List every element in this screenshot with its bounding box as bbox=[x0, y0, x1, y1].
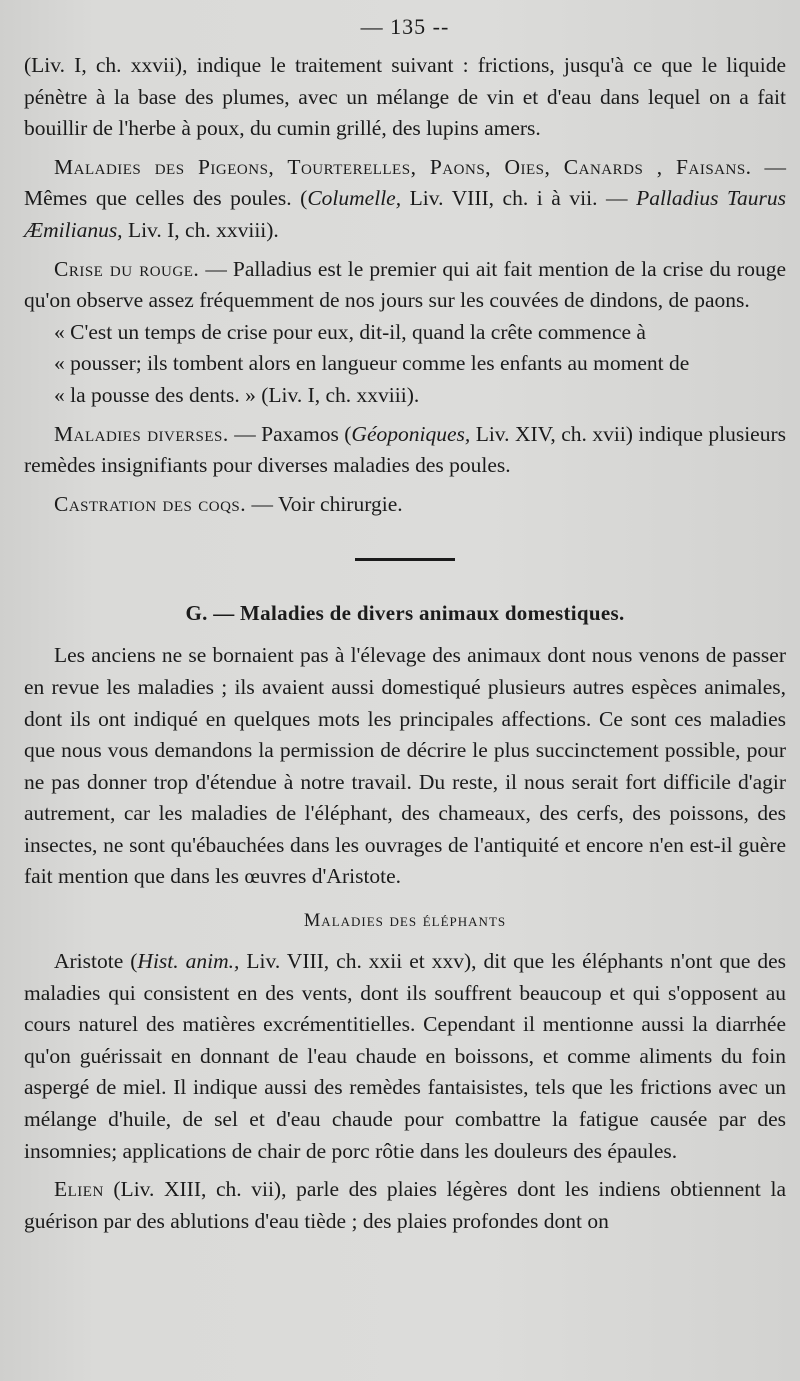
paragraph-heading: Maladies diverses. bbox=[54, 421, 229, 446]
paragraph-aristote bbox=[24, 946, 786, 1167]
paragraph-pigeons bbox=[24, 152, 786, 247]
quote-line: « la pousse des dents. » (Liv. I, ch. xxviii). bbox=[54, 382, 420, 407]
quote-line: « pousser; ils tombent alors en langueur comme les enfants au moment de bbox=[54, 351, 690, 376]
quote-line: « C'est un temps de crise pour eux, dit-il, quand la crête commence à bbox=[54, 319, 646, 344]
paragraph-text: — Mêmes que celles des poules. ( bbox=[24, 154, 786, 211]
paragraph-text: Liv. I, ch. xxviii). bbox=[122, 217, 279, 242]
paragraph-text: — Voir chirurgie. bbox=[246, 491, 403, 516]
section-heading: G. — Maladies de divers animaux domestiques. bbox=[185, 601, 625, 626]
paragraph-text: Aristote ( bbox=[54, 949, 138, 974]
italic-reference: Géoponiques, bbox=[351, 421, 471, 446]
paragraph-text: Les anciens ne se bornaient pas à l'élevage des animaux dont nous venons de passer en revue les maladies ; ils avaient aussi domestiqué plusieurs autres espèces animales, dont ils ont indiqué en quelques mots les principales affections. Ce sont ces maladies que nous vous demandons la permission de décrire le plus succinctement possible, pour ne pas donner trop d'étendue à notre travail. Du reste, il nous serait fort difficile d'agir autrement, car les maladies de l'éléphant, des chameaux, des cerfs, des poissons, des insectes, ne sont qu'ébauchées dans les ouvrages de l'antiquité et encore n'en est-il guère fait mention que dans les œuvres d'Aristote. bbox=[24, 643, 786, 889]
paragraph-text: (Liv. I, ch. xxvii), indique le traitement suivant : frictions, jusqu'à ce que le liquide pénètre à la base des plumes, avec un mélange de vin et d'eau dans lequel on a fait bouillir de l'herbe à poux, du cumin grillé, des lupins amers. bbox=[24, 53, 786, 141]
sub-heading: Maladies des éléphants bbox=[303, 911, 507, 932]
paragraph-heading: Elien bbox=[54, 1177, 104, 1202]
paragraph-treatment bbox=[24, 50, 786, 145]
page-number: — 135 -- bbox=[360, 14, 450, 39]
paragraph-text: (Liv. XIII, ch. vii), parle des plaies légères dont les indiens obtiennent la guérison par des ablutions d'eau tiède ; des plaies profondes dont on bbox=[24, 1177, 786, 1233]
paragraph-text: — Paxamos ( bbox=[228, 421, 352, 446]
paragraph-text: Liv. XIV, ch. xvii) indique plusieurs remèdes insignifiants pour diverses maladies des poules. bbox=[24, 421, 786, 478]
italic-reference: Columelle, bbox=[307, 186, 402, 211]
paragraph-crise bbox=[24, 254, 786, 317]
paragraph-castration bbox=[24, 489, 786, 521]
paragraph-text: Liv. VIII, ch. xxii et xxv), dit que les éléphants n'ont que des maladies qui consistent en des vents, dont ils souffrent beaucoup et qui s'opposent au cours naturel des matières excrémentitielles. Cependant il mentionne aussi la diarrhée qu'on guérissait en donnant de l'eau chaude en boissons, et comme aliments du foin aspergé de miel. Il indique aussi des remèdes fantaisistes, tels que les frictions avec un mélange d'huile, de sel et d'eau chaude pour combattre la fatigue causée par des insomnies; applications de chair de porc rôtie dans les douleurs des épaules. bbox=[24, 949, 787, 1163]
paragraph-diverses bbox=[24, 419, 786, 482]
paragraph-text: — Palladius est le premier qui ait fait mention de la crise du rouge qu'on observe assez fréquemment de nos jours sur les couvées de dindons, de paons. bbox=[24, 256, 786, 313]
italic-reference: Hist. anim., bbox=[137, 949, 240, 974]
paragraph-heading: Maladies des Pigeons, Tourterelles, Paons, Oies, Canards , Faisans. bbox=[54, 154, 752, 179]
paragraph-anciens bbox=[24, 640, 786, 893]
italic-reference: Palladius Taurus Æmilianus, bbox=[24, 186, 786, 242]
paragraph-heading: Castration des coqs. bbox=[54, 491, 247, 516]
section-divider bbox=[355, 558, 455, 561]
paragraph-elien bbox=[24, 1174, 786, 1237]
paragraph-heading: Crise du rouge. bbox=[54, 256, 200, 281]
paragraph-text: Liv. VIII, ch. i à vii. — bbox=[401, 186, 637, 211]
